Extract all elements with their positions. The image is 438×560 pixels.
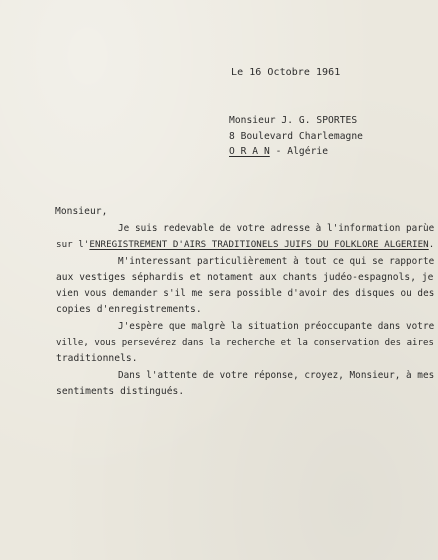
recipient-country: - Algérie <box>269 146 329 157</box>
paragraph3-line2: ville, vous persevérez dans la recherche et la conservation des aires <box>56 338 434 348</box>
recipient-name: Monsieur J. G. SPORTES <box>229 115 358 126</box>
recipient-city: O R A N <box>229 146 270 157</box>
paragraph2-line1: M'interessant particulièrement à tout ce qui se rapporte <box>118 256 435 267</box>
recipient-city-line <box>229 146 328 158</box>
paragraph2-line3: vien vous demander s'il me sera possible d'avoir des disques ou des <box>56 288 435 299</box>
paragraph2-line2: aux vestiges séphardis et notament aux chants judéo-espagnols, je <box>56 272 434 283</box>
paragraph3-line3: traditionnels. <box>56 353 138 364</box>
salutation: Monsieur, <box>55 206 108 217</box>
paragraph1-line2 <box>56 239 434 251</box>
paragraph1-line2-prefix: sur l' <box>56 239 90 250</box>
paragraph3-line1: J'espère que malgrè la situation préoccupante dans votre <box>118 321 435 332</box>
recording-title: ENREGISTREMENT D'AIRS TRADITIONELS JUIFS DU FOLKLORE ALGERIEN <box>89 239 429 250</box>
letter-date: Le 16 Octobre 1961 <box>231 67 341 78</box>
paragraph2-line4: copies d'enregistrements. <box>56 304 202 315</box>
paragraph4-line1: Dans l'attente de votre réponse, croyez, Monsieur, à mes <box>118 370 435 381</box>
paragraph1-line2-suffix: . <box>428 239 435 250</box>
paragraph1-line1: Je suis redevable de votre adresse à l'information parùe <box>118 223 435 234</box>
paragraph4-line2: sentiments distingués. <box>56 386 185 397</box>
recipient-street: 8 Boulevard Charlemagne <box>229 131 363 142</box>
